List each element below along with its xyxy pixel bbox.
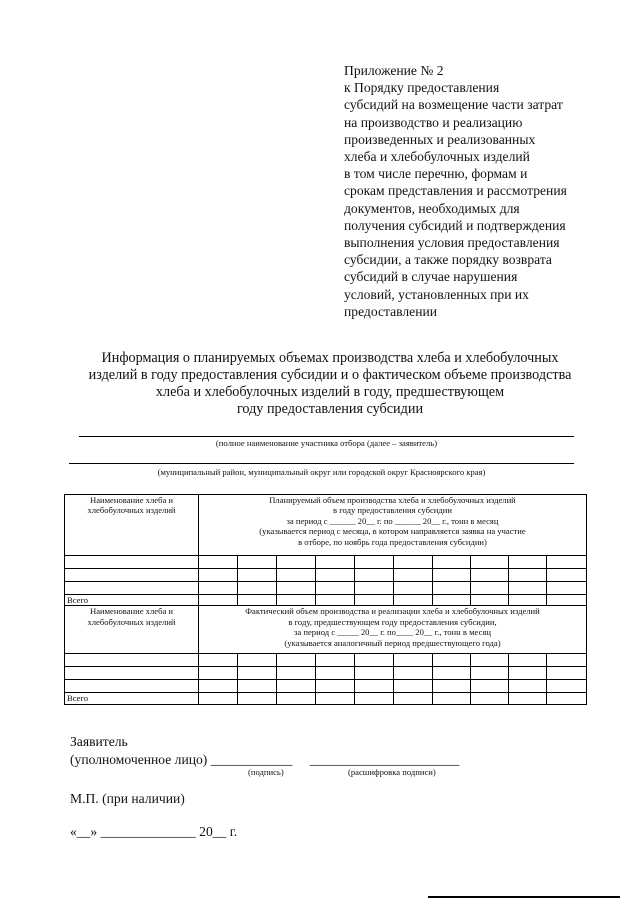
- header-line: за период с ______ 20__ г. по ______ 20__ г., тонн в месяц: [286, 515, 499, 526]
- table-cell[interactable]: [316, 595, 355, 606]
- table-cell[interactable]: [471, 654, 509, 667]
- appendix-line: субсидий на возмещение части затрат: [344, 97, 563, 113]
- appendix-line: предоставлении: [344, 303, 438, 319]
- signer-block: [70, 733, 459, 769]
- table-cell[interactable]: [433, 569, 471, 582]
- appendix-line: хлеба и хлебобулочных изделий: [344, 149, 530, 165]
- stamp-place: М.П. (при наличии): [70, 791, 185, 806]
- table-cell[interactable]: [355, 582, 394, 595]
- title-line: Информация о планируемых объемах производства хлеба и хлебобулочных: [101, 350, 559, 366]
- table-cell[interactable]: [394, 556, 433, 569]
- table-cell[interactable]: [277, 680, 316, 693]
- table-cell[interactable]: [547, 654, 587, 667]
- header-line: в году, предшествующем году предоставления субсидии,: [288, 616, 497, 627]
- decode-caption: (расшифровка подписи): [348, 767, 436, 777]
- title-line: хлеба и хлебобулочных изделий в году, предшествующем: [155, 384, 505, 400]
- table-cell[interactable]: [509, 654, 547, 667]
- table-cell[interactable]: [65, 556, 199, 569]
- table-cell[interactable]: [509, 595, 547, 606]
- table-cell[interactable]: [277, 556, 316, 569]
- table-cell[interactable]: [509, 569, 547, 582]
- footer-rule: [428, 896, 620, 898]
- table-cell[interactable]: [238, 595, 277, 606]
- table-cell[interactable]: [316, 569, 355, 582]
- planned-volume-header: [199, 495, 587, 556]
- table-cell[interactable]: [509, 667, 547, 680]
- production-table: [64, 494, 587, 705]
- table-cell[interactable]: [547, 556, 587, 569]
- appendix-line: срокам представления и рассмотрения: [344, 183, 567, 199]
- table-cell[interactable]: [277, 654, 316, 667]
- table-cell[interactable]: [277, 582, 316, 595]
- table-row: [65, 680, 587, 693]
- signer-label: Заявитель: [70, 734, 128, 749]
- appendix-line: к Порядку предоставления: [344, 80, 500, 96]
- table-cell[interactable]: [65, 654, 199, 667]
- appendix-heading: [344, 62, 614, 320]
- table-cell[interactable]: [433, 680, 471, 693]
- table-cell[interactable]: [509, 556, 547, 569]
- planned-name-header: Наименование хлеба и хлебобулочных изделий: [65, 495, 199, 556]
- table-cell[interactable]: [355, 667, 394, 680]
- table-cell[interactable]: [316, 654, 355, 667]
- table-cell[interactable]: [394, 595, 433, 606]
- signature-field[interactable]: (уполномоченное лицо) ____________: [70, 752, 293, 767]
- date-field[interactable]: «__» ______________ 20__ г.: [70, 824, 238, 839]
- table-row: [65, 667, 587, 680]
- table-cell[interactable]: [471, 680, 509, 693]
- table-cell[interactable]: [199, 595, 238, 606]
- table-cell[interactable]: [238, 667, 277, 680]
- table-cell[interactable]: [238, 582, 277, 595]
- document-title: [40, 350, 620, 418]
- table-cell[interactable]: [316, 582, 355, 595]
- table-cell[interactable]: [471, 667, 509, 680]
- table-row: [65, 654, 587, 667]
- table-cell[interactable]: [433, 654, 471, 667]
- applicant-caption: (полное наименование участника отбора (далее – заявитель): [215, 438, 438, 448]
- table-cell[interactable]: [433, 556, 471, 569]
- table-cell[interactable]: [509, 680, 547, 693]
- table-cell[interactable]: [394, 654, 433, 667]
- total-label: Всего: [65, 693, 199, 704]
- title-line: изделий в году предоставления субсидии и о фактическом объеме производства: [88, 367, 572, 383]
- table-cell[interactable]: [355, 680, 394, 693]
- table-cell[interactable]: [471, 582, 509, 595]
- appendix-line: произведенных и реализованных: [344, 131, 536, 147]
- planned-header-row: [65, 495, 587, 556]
- appendix-line: субсидий в случае нарушения: [344, 269, 518, 285]
- applicant-name-line[interactable]: [79, 436, 574, 437]
- table-cell[interactable]: [238, 680, 277, 693]
- table-cell[interactable]: [433, 595, 471, 606]
- appendix-line: субсидии, а также порядку возврата: [344, 252, 552, 268]
- table-cell[interactable]: [277, 595, 316, 606]
- table-cell[interactable]: [509, 693, 547, 704]
- appendix-line: документов, необходимых для: [344, 200, 520, 216]
- header-line: в году предоставления субсидии: [333, 505, 452, 516]
- table-cell[interactable]: [394, 680, 433, 693]
- table-cell[interactable]: [199, 693, 238, 704]
- table-cell[interactable]: [199, 582, 238, 595]
- table-cell[interactable]: [65, 680, 199, 693]
- header-line: (указывается аналогичный период предшествующего года): [284, 637, 501, 648]
- total-label: Всего: [65, 595, 199, 606]
- table-cell[interactable]: [316, 556, 355, 569]
- table-cell[interactable]: [547, 680, 587, 693]
- table-cell[interactable]: [471, 556, 509, 569]
- table-cell[interactable]: [277, 569, 316, 582]
- table-cell[interactable]: [238, 569, 277, 582]
- table-cell[interactable]: [277, 667, 316, 680]
- table-cell[interactable]: [355, 569, 394, 582]
- title-line: году предоставления субсидии: [236, 401, 424, 417]
- table-cell[interactable]: [355, 595, 394, 606]
- table-cell[interactable]: [238, 654, 277, 667]
- table-cell[interactable]: [355, 556, 394, 569]
- table-cell[interactable]: [547, 595, 587, 606]
- table-cell[interactable]: [433, 582, 471, 595]
- district-caption: (муниципальный район, муниципальный округ или городской округ Красноярского края): [157, 467, 486, 477]
- appendix-line: Приложение № 2: [344, 63, 444, 78]
- table-cell[interactable]: [238, 556, 277, 569]
- header-line: Фактический объем производства и реализации хлеба и хлебобулочных изделий: [245, 606, 540, 617]
- table-row: [65, 556, 587, 569]
- table-cell[interactable]: [433, 667, 471, 680]
- table-cell[interactable]: [355, 693, 394, 704]
- signature-decode-field[interactable]: ______________________: [309, 752, 460, 767]
- table-cell[interactable]: [277, 693, 316, 704]
- table-cell[interactable]: [471, 693, 509, 704]
- table-cell[interactable]: [471, 569, 509, 582]
- table-cell[interactable]: [199, 569, 238, 582]
- table-row: [65, 582, 587, 595]
- table-cell[interactable]: [199, 654, 238, 667]
- header-line: за период с _____ 20__ г. по____ 20__ г., тонн в месяц: [294, 627, 491, 638]
- table-cell[interactable]: [316, 693, 355, 704]
- table-cell[interactable]: [509, 582, 547, 595]
- table-cell[interactable]: [355, 654, 394, 667]
- appendix-line: в том числе перечню, формам и: [344, 166, 528, 182]
- table-cell[interactable]: [394, 667, 433, 680]
- table-cell[interactable]: [316, 680, 355, 693]
- table-row: [65, 569, 587, 582]
- header-line: (указывается период с месяца, в котором направляется заявка на участие: [259, 526, 526, 537]
- table-cell[interactable]: [65, 582, 199, 595]
- district-line[interactable]: [69, 463, 574, 464]
- signature-caption: (подпись): [248, 767, 284, 777]
- actual-header-row: [65, 606, 587, 654]
- table-cell[interactable]: [199, 556, 238, 569]
- table-cell[interactable]: [394, 582, 433, 595]
- actual-name-header: Наименование хлеба и хлебобулочных изделий: [65, 606, 199, 654]
- actual-volume-header: [199, 606, 587, 654]
- table-cell[interactable]: [394, 693, 433, 704]
- header-line: Планируемый объем производства хлеба и хлебобулочных изделий: [269, 495, 516, 505]
- table-cell[interactable]: [316, 667, 355, 680]
- table-cell[interactable]: [547, 582, 587, 595]
- table-cell[interactable]: [547, 667, 587, 680]
- table-cell[interactable]: [547, 693, 587, 704]
- appendix-line: выполнения условия предоставления: [344, 235, 560, 251]
- table-cell[interactable]: [199, 667, 238, 680]
- table-cell[interactable]: [65, 667, 199, 680]
- planned-total-row: [65, 595, 587, 606]
- appendix-line: условий, установленных при их: [344, 286, 529, 302]
- table-cell[interactable]: [547, 569, 587, 582]
- actual-total-row: [65, 693, 587, 704]
- appendix-line: на производство и реализацию: [344, 114, 523, 130]
- table-cell[interactable]: [238, 693, 277, 704]
- table-cell[interactable]: [65, 569, 199, 582]
- table-cell[interactable]: [471, 595, 509, 606]
- table-cell[interactable]: [394, 569, 433, 582]
- table-cell[interactable]: [433, 693, 471, 704]
- appendix-line: получения субсидий и подтверждения: [344, 217, 566, 233]
- table-cell[interactable]: [199, 680, 238, 693]
- header-line: в отборе, по ноябрь года предоставления субсидии): [298, 536, 487, 547]
